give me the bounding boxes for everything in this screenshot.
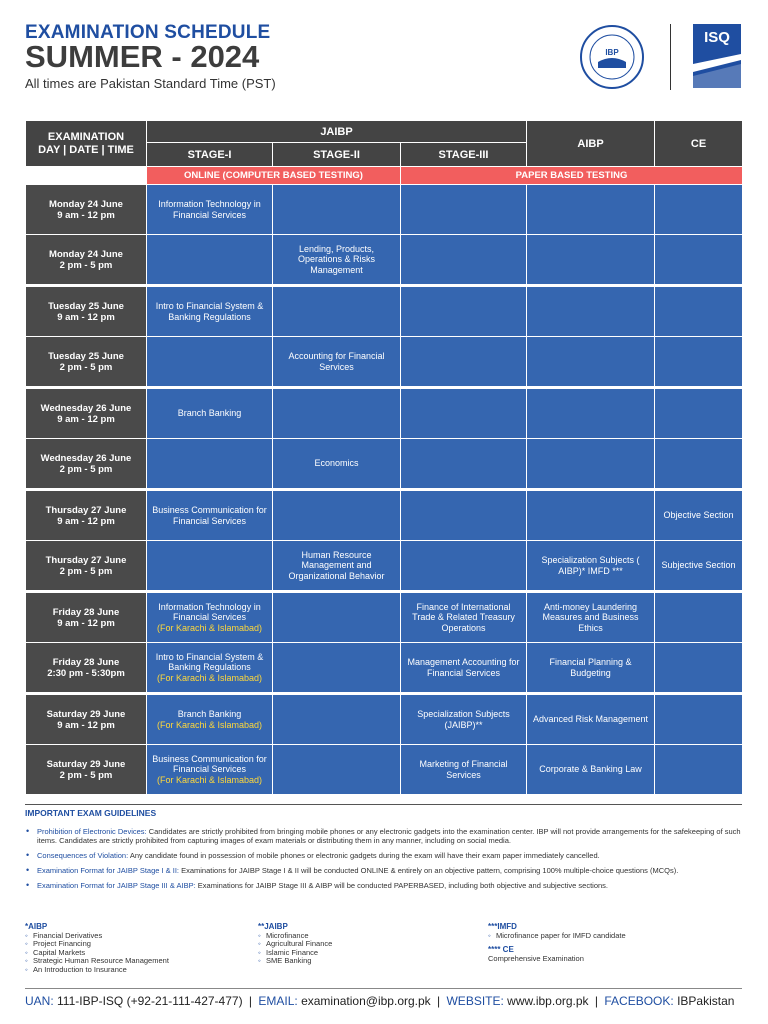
row-time: 9 am - 12 pm (57, 311, 115, 323)
note-imfd-title: ***IMFD (488, 922, 517, 931)
guideline-key: Consequences of Violation: (37, 851, 129, 860)
note-item: ◦ Microfinance paper for IMFD candidate (488, 932, 626, 941)
exam-cell (273, 185, 401, 235)
note-aibp-title: *AIBP (25, 922, 48, 931)
exam-cell (147, 695, 273, 745)
exam-cell (147, 235, 273, 285)
exam-subject: Branch Banking (177, 408, 242, 419)
row-date-cell (26, 593, 147, 643)
exam-cell (527, 337, 655, 387)
exam-cell (147, 643, 273, 693)
schedule-table (25, 120, 743, 795)
exam-cell (527, 541, 655, 591)
footer-facebook-link[interactable]: IBPakistan (677, 994, 735, 1008)
header-stage-3: STAGE-III (401, 143, 527, 167)
row-time: 2 pm - 5 pm (59, 769, 113, 781)
exam-location-note: (For Karachi & Islamabad) (156, 719, 263, 730)
note-item: ◦ An Introduction to Insurance (25, 966, 169, 975)
row-date-cell (26, 287, 147, 337)
exam-cell (401, 235, 527, 285)
row-date-cell (26, 337, 147, 387)
title-large: SUMMER - 2024 (25, 39, 260, 74)
row-date-cell (26, 541, 147, 591)
footer-website-link[interactable]: www.ibp.org.pk (507, 994, 589, 1008)
exam-cell (401, 643, 527, 693)
exam-cell (655, 337, 743, 387)
guideline-text: Any candidate found in possession of mobile phones or electronic gadgets during the exam will have their exam paper immediately cancelled. (128, 851, 600, 860)
exam-cell (655, 389, 743, 439)
exam-cell (655, 185, 743, 235)
header-exam-day (26, 121, 147, 167)
header (25, 22, 276, 91)
row-day: Tuesday 25 June (48, 350, 124, 362)
exam-subject: Information Technology in Financial Services (158, 601, 261, 623)
note-jaibp-title: **JAIBP (258, 922, 288, 931)
exam-cell (147, 337, 273, 387)
exam-cell (401, 593, 527, 643)
guideline-key: Prohibition of Electronic Devices: (37, 827, 147, 836)
exam-subject: Human Resource Management and Organizational Behavior (288, 549, 385, 581)
exam-cell (273, 593, 401, 643)
online-band: ONLINE (COMPUTER BASED TESTING) (147, 167, 401, 185)
row-date-cell (26, 185, 147, 235)
row-date-cell (26, 491, 147, 541)
row-time: 2 pm - 5 pm (59, 361, 113, 373)
note-item: ◦ Islamic Finance (258, 949, 332, 958)
row-time: 2 pm - 5 pm (59, 565, 113, 577)
row-day: Saturday 29 June (46, 758, 126, 770)
exam-cell (401, 337, 527, 387)
exam-cell (401, 695, 527, 745)
exam-subject: Accounting for Financial Services (288, 351, 385, 372)
exam-subject: Advanced Risk Management (533, 714, 649, 725)
exam-cell (527, 185, 655, 235)
row-date-cell (26, 695, 147, 745)
guideline-item (25, 827, 742, 845)
header-stage-1: STAGE-I (147, 143, 273, 167)
exam-subject: Lending, Products, Operations & Risks Management (297, 243, 376, 275)
footer-website-label: WEBSITE: (446, 994, 504, 1008)
note-ce-title: **** CE (488, 945, 514, 955)
guideline-item (25, 851, 742, 860)
row-time: 2:30 pm - 5:30pm (47, 667, 125, 679)
note-item: ◦ Strategic Human Resource Management (25, 957, 169, 966)
footer-email-link[interactable]: examination@ibp.org.pk (301, 994, 431, 1008)
row-day: Thursday 27 June (45, 554, 127, 566)
row-time: 9 am - 12 pm (57, 515, 115, 527)
exam-cell (147, 541, 273, 591)
footer-uan[interactable]: 111-IBP-ISQ (+92-21-111-427-477) (57, 994, 243, 1008)
exam-cell (527, 389, 655, 439)
note-jaibp (258, 923, 332, 966)
exam-cell (527, 745, 655, 795)
exam-cell (655, 643, 743, 693)
guideline-text: Candidates are strictly prohibited from bringing mobile phones or any electronic gadgets into the examination center. IBP will not provide arrangements for the safekeeping of such items. Candidates are strictly prohibited from capturing images of exam materials or distributing them in any manner, including on social media. (37, 827, 741, 845)
row-day: Friday 28 June (52, 656, 120, 668)
exam-cell (147, 745, 273, 795)
guideline-key: Examination Format for JAIBP Stage III & AIBP: (37, 881, 196, 890)
exam-cell (273, 745, 401, 795)
exam-cell (401, 541, 527, 591)
schedule-row (26, 439, 743, 489)
schedule-row (26, 185, 743, 235)
exam-cell (147, 593, 273, 643)
exam-cell (655, 287, 743, 337)
schedule-row (26, 491, 743, 541)
note-item: ◦ SME Banking (258, 957, 332, 966)
row-date-cell (26, 643, 147, 693)
exam-location-note: (For Karachi & Islamabad) (156, 622, 263, 633)
isq-logo-icon (693, 24, 741, 88)
row-time: 9 am - 12 pm (57, 209, 115, 221)
schedule-row (26, 745, 743, 795)
exam-subject: Specialization Subjects ( AIBP)* IMFD *** (541, 555, 640, 576)
row-date-cell (26, 235, 147, 285)
exam-location-note: (For Karachi & Islamabad) (156, 672, 263, 683)
schedule-row (26, 389, 743, 439)
exam-cell (147, 185, 273, 235)
exam-cell (401, 287, 527, 337)
note-aibp (25, 923, 169, 975)
guidelines-list (25, 827, 742, 890)
note-item: ◦ Project Financing (25, 940, 169, 949)
title-small: EXAMINATION SCHEDULE (25, 22, 271, 43)
exam-subject: Specialization Subjects (JAIBP)** (417, 709, 510, 730)
exam-cell (655, 491, 743, 541)
schedule-row (26, 337, 743, 387)
exam-subject: Business Communication for Financial Services (152, 505, 267, 526)
footer-email-label: EMAIL: (258, 994, 298, 1008)
schedule-row (26, 235, 743, 285)
exam-cell (147, 491, 273, 541)
exam-cell (655, 235, 743, 285)
ibp-logo-icon (574, 24, 650, 90)
row-day: Thursday 27 June (45, 504, 127, 516)
row-day: Wednesday 26 June (40, 402, 132, 414)
exam-cell (655, 745, 743, 795)
schedule-row (26, 643, 743, 693)
schedule-row (26, 287, 743, 337)
isq-logo-text: ISQ (704, 29, 730, 46)
header-exam-label: EXAMINATION (47, 130, 125, 143)
exam-cell (273, 439, 401, 489)
exam-subject: Management Accounting for Financial Services (407, 657, 520, 678)
exam-cell (527, 695, 655, 745)
schedule-row (26, 541, 743, 591)
exam-cell (527, 643, 655, 693)
exam-subject: Business Communication for Financial Services (152, 753, 267, 775)
row-day: Tuesday 25 June (48, 300, 124, 312)
exam-cell (401, 491, 527, 541)
header-ce: CE (655, 121, 743, 167)
row-time: 9 am - 12 pm (57, 719, 115, 731)
exam-subject: Objective Section (663, 510, 734, 521)
note-item: ◦ Financial Derivatives (25, 932, 169, 941)
exam-subject: Anti-money Laundering Measures and Business Ethics (542, 601, 639, 633)
guideline-item (25, 866, 742, 875)
exam-cell (527, 235, 655, 285)
schedule-row (26, 695, 743, 745)
exam-cell (527, 287, 655, 337)
exam-cell (273, 337, 401, 387)
guidelines-title: IMPORTANT EXAM GUIDELINES (25, 808, 157, 818)
exam-cell (401, 745, 527, 795)
schedule-row (26, 593, 743, 643)
exam-cell (527, 593, 655, 643)
exam-cell (147, 439, 273, 489)
guideline-text: Examinations for JAIBP Stage I & II will be conducted ONLINE & entirely on an objective pattern, comprising 100% multiple-choice questions (MCQs). (179, 866, 679, 875)
guideline-key: Examination Format for JAIBP Stage I & II: (37, 866, 180, 875)
header-aibp: AIBP (527, 121, 655, 167)
exam-cell (273, 287, 401, 337)
row-date-cell (26, 745, 147, 795)
subtitle: All times are Pakistan Standard Time (PST) (25, 76, 276, 91)
logo-divider (670, 24, 671, 90)
row-day: Wednesday 26 June (40, 452, 132, 464)
footer-contacts: UAN: 111-IBP-ISQ (+92-21-111-427-477) | EMAIL: examination@ibp.org.pk | WEBSITE: www.ibp.org.pk | FACEBOOK: IBPakistan (25, 988, 742, 1008)
exam-cell (273, 389, 401, 439)
row-date-cell (26, 389, 147, 439)
note-imfd (488, 923, 626, 963)
exam-subject: Marketing of Financial Services (419, 759, 508, 780)
exam-subject: Subjective Section (661, 560, 736, 571)
row-time: 9 am - 12 pm (57, 413, 115, 425)
row-time: 2 pm - 5 pm (59, 259, 113, 271)
band-spacer (26, 167, 147, 185)
exam-guidelines (25, 804, 742, 896)
exam-cell (655, 593, 743, 643)
note-ce-text: Comprehensive Examination (488, 953, 584, 963)
row-day: Monday 24 June (49, 248, 123, 260)
exam-cell (147, 389, 273, 439)
note-item: ◦ Capital Markets (25, 949, 169, 958)
exam-subject: Financial Planning & Budgeting (549, 657, 632, 678)
header-jaibp: JAIBP (147, 121, 527, 143)
exam-cell (655, 439, 743, 489)
exam-cell (147, 287, 273, 337)
exam-cell (273, 695, 401, 745)
row-date-cell (26, 439, 147, 489)
footer-facebook-label: FACEBOOK: (604, 994, 674, 1008)
exam-cell (655, 541, 743, 591)
exam-cell (527, 491, 655, 541)
ibp-logo-text: IBP (605, 48, 619, 57)
note-item: ◦ Agricultural Finance (258, 940, 332, 949)
exam-cell (527, 439, 655, 489)
exam-subject: Finance of International Trade & Related Treasury Operations (412, 601, 515, 633)
paper-band: PAPER BASED TESTING (401, 167, 743, 185)
row-day: Saturday 29 June (46, 708, 126, 720)
exam-subject: Intro to Financial System & Banking Regulations (155, 651, 264, 673)
exam-cell (655, 695, 743, 745)
exam-cell (401, 439, 527, 489)
header-stage-2: STAGE-II (273, 143, 401, 167)
exam-subject: Corporate & Banking Law (539, 764, 642, 775)
row-time: 2 pm - 5 pm (59, 463, 113, 475)
exam-subject: Branch Banking (177, 709, 242, 719)
exam-cell (401, 185, 527, 235)
exam-location-note: (For Karachi & Islamabad) (156, 774, 263, 785)
guideline-item (25, 881, 742, 890)
row-day: Monday 24 June (49, 198, 123, 210)
note-item: ◦ Microfinance (258, 932, 332, 941)
row-time: 9 am - 12 pm (57, 617, 115, 629)
exam-subject: Intro to Financial System & Banking Regulations (155, 301, 264, 322)
exam-cell (273, 643, 401, 693)
exam-subject: Information Technology in Financial Services (158, 199, 261, 220)
row-day: Friday 28 June (52, 606, 120, 618)
header-day-date-time: DAY | DATE | TIME (38, 143, 134, 156)
guideline-text: Examinations for JAIBP Stage III & AIBP will be conducted PAPERBASED, including both objective and subjective sections. (195, 881, 608, 890)
exam-cell (273, 235, 401, 285)
footer-uan-label: UAN: (25, 994, 54, 1008)
exam-subject: Economics (314, 458, 359, 469)
exam-cell (273, 491, 401, 541)
exam-cell (401, 389, 527, 439)
exam-cell (273, 541, 401, 591)
